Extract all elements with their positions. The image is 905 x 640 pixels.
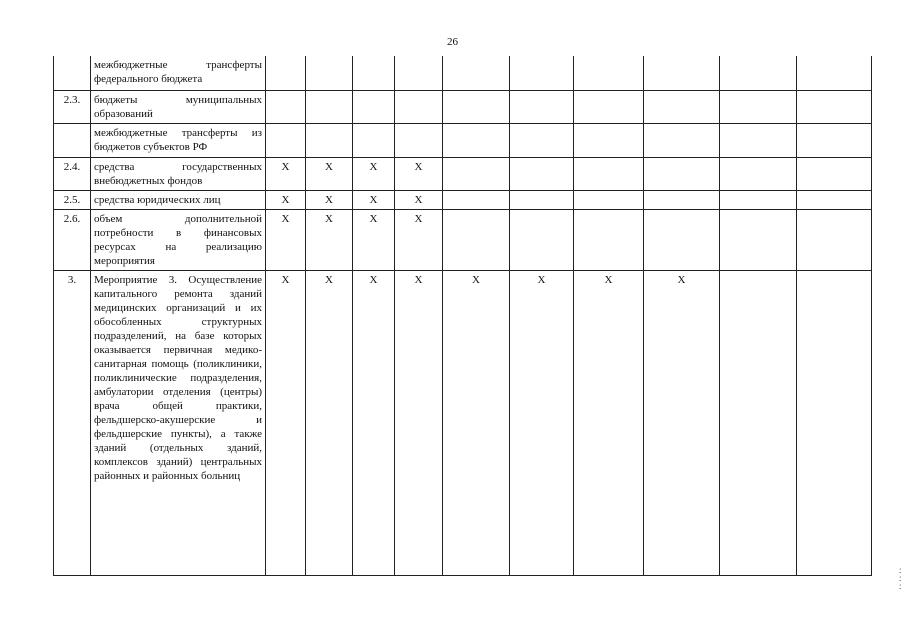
value-cell: X	[395, 270, 443, 575]
value-cell	[720, 56, 797, 90]
value-cell	[353, 90, 395, 123]
value-cell	[306, 90, 353, 123]
value-cell: X	[306, 190, 353, 209]
value-cell: X	[353, 270, 395, 575]
margin-marks	[899, 566, 903, 590]
value-cell	[797, 90, 872, 123]
value-cell	[574, 209, 644, 270]
table-row	[54, 270, 872, 575]
value-cell: X	[510, 270, 574, 575]
value-cell	[510, 90, 574, 123]
value-cell	[574, 123, 644, 157]
value-cell	[574, 190, 644, 209]
row-description-cell: межбюджетные трансферты федерального бюджета	[91, 56, 266, 90]
value-cell	[510, 190, 574, 209]
value-cell	[443, 190, 510, 209]
margin-mark: :	[899, 573, 902, 583]
table-row	[54, 90, 872, 123]
value-cell	[353, 56, 395, 90]
value-cell	[797, 190, 872, 209]
value-cell	[644, 90, 720, 123]
row-description-cell: бюджеты муниципальных образований	[91, 90, 266, 123]
value-cell	[574, 90, 644, 123]
value-cell: X	[266, 157, 306, 190]
value-cell: X	[644, 270, 720, 575]
row-number-cell: 2.4.	[54, 157, 91, 190]
value-cell	[720, 209, 797, 270]
value-cell	[797, 157, 872, 190]
value-cell: X	[266, 209, 306, 270]
value-cell	[510, 157, 574, 190]
value-cell	[797, 123, 872, 157]
page-number: 26	[447, 36, 458, 48]
value-cell	[720, 190, 797, 209]
value-cell	[644, 56, 720, 90]
row-number-cell	[54, 123, 91, 157]
value-cell	[644, 190, 720, 209]
value-cell	[644, 123, 720, 157]
value-cell	[574, 157, 644, 190]
value-cell: X	[395, 190, 443, 209]
value-cell: X	[306, 157, 353, 190]
table-row	[54, 190, 872, 209]
row-number-cell: 3.	[54, 270, 91, 575]
value-cell	[644, 209, 720, 270]
value-cell	[510, 209, 574, 270]
value-cell: X	[443, 270, 510, 575]
value-cell: X	[266, 190, 306, 209]
table-row	[54, 123, 872, 157]
value-cell: X	[266, 270, 306, 575]
row-description-cell: межбюджетные трансферты из бюджетов субъектов РФ	[91, 123, 266, 157]
row-number-cell: 2.3.	[54, 90, 91, 123]
value-cell: X	[353, 190, 395, 209]
value-cell	[644, 157, 720, 190]
value-cell	[720, 270, 797, 575]
table-row	[54, 157, 872, 190]
value-cell	[510, 123, 574, 157]
value-cell	[574, 56, 644, 90]
value-cell	[720, 123, 797, 157]
value-cell	[443, 123, 510, 157]
margin-mark: :	[899, 581, 902, 591]
value-cell	[266, 90, 306, 123]
table-row	[54, 56, 872, 90]
value-cell	[510, 56, 574, 90]
value-cell	[797, 56, 872, 90]
value-cell	[443, 56, 510, 90]
row-description-cell: средства юридических лиц	[91, 190, 266, 209]
row-description-cell: объем дополнительной потребности в финансовых ресурсах на реализацию мероприятия	[91, 209, 266, 270]
value-cell	[443, 157, 510, 190]
value-cell	[266, 123, 306, 157]
value-cell	[306, 123, 353, 157]
value-cell	[797, 270, 872, 575]
row-number-cell: 2.6.	[54, 209, 91, 270]
value-cell	[720, 157, 797, 190]
margin-mark: :	[899, 565, 902, 575]
value-cell: X	[395, 209, 443, 270]
value-cell	[395, 90, 443, 123]
value-cell	[353, 123, 395, 157]
value-cell	[720, 90, 797, 123]
row-description-cell: Мероприятие 3. Осуществление капитального ремонта зданий медицинских организаций и их обособленных структурных подразделений, на базе которых оказывается первичная медико-санитарная помощь (поликлиники, поликлинические подразделения, амбулатории отделения (центры) врача общей практики, фельдшерско-акушерские и фельдшерские пункты), а также зданий (отдельных зданий, комплексов зданий) центральных районных и районных больниц	[91, 270, 266, 575]
row-number-cell	[54, 56, 91, 90]
row-description-cell: средства государственных внебюджетных фондов	[91, 157, 266, 190]
value-cell	[443, 209, 510, 270]
value-cell: X	[574, 270, 644, 575]
budget-table	[53, 56, 872, 576]
value-cell: X	[306, 270, 353, 575]
value-cell: X	[306, 209, 353, 270]
row-number-cell: 2.5.	[54, 190, 91, 209]
table-row	[54, 209, 872, 270]
value-cell: X	[353, 209, 395, 270]
value-cell	[797, 209, 872, 270]
value-cell	[443, 90, 510, 123]
value-cell: X	[395, 157, 443, 190]
value-cell: X	[353, 157, 395, 190]
value-cell	[306, 56, 353, 90]
value-cell	[395, 56, 443, 90]
value-cell	[266, 56, 306, 90]
value-cell	[395, 123, 443, 157]
